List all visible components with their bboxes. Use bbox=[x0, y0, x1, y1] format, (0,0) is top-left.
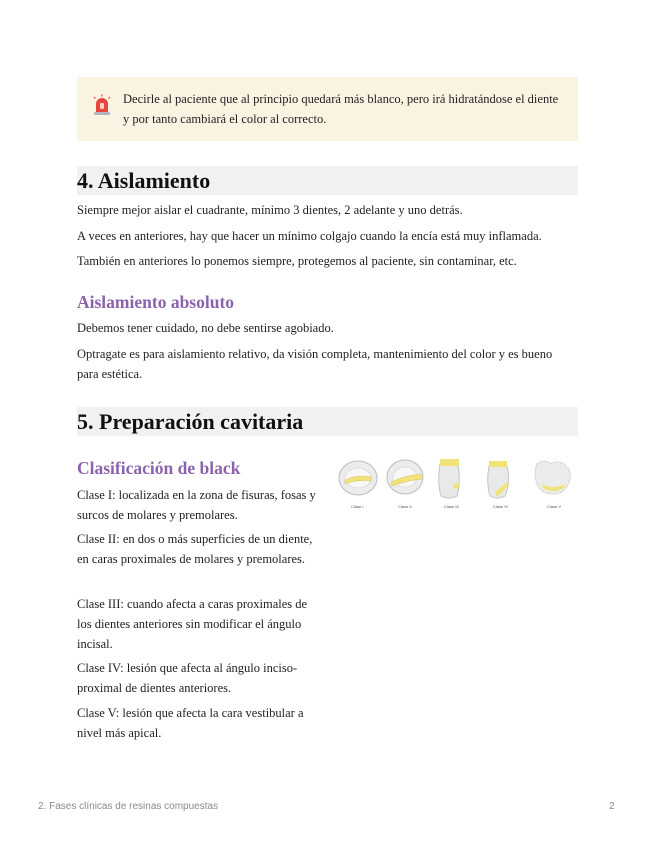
footer-document-title: 2. Fases clínicas de resinas compuestas bbox=[38, 801, 219, 812]
paragraph: A veces en anteriores, hay que hacer un mínimo colgajo cuando la encía está muy inflamada. bbox=[77, 229, 542, 243]
siren-icon bbox=[92, 94, 112, 116]
subheading-aislamiento-absoluto: Aislamiento absoluto bbox=[77, 292, 235, 312]
page-number: 2 bbox=[609, 801, 615, 812]
paragraph: Debemos tener cuidado, no debe sentirse agobiado. bbox=[77, 321, 334, 335]
tooth-clase-1 bbox=[339, 461, 377, 495]
paragraph-clase-3: Clase III: cuando afecta a caras proximales de los dientes anteriores sin modificar el ángulo incisal. bbox=[77, 597, 308, 651]
figure-label-clase-5: Clase V bbox=[547, 504, 562, 509]
figure-label-clase-1: Clase I bbox=[351, 504, 364, 509]
paragraph: Siempre mejor aislar el cuadrante, mínimo 3 dientes, 2 adelante y uno detrás. bbox=[77, 203, 463, 217]
callout-text: Decirle al paciente que al principio quedará más blanco, pero irá hidratándose el diente y por tanto cambiará el color al correcto. bbox=[123, 92, 559, 126]
tooth-clase-3 bbox=[439, 459, 460, 498]
tooth-clase-2 bbox=[387, 460, 423, 494]
section-heading-preparacion-cavitaria: 5. Preparación cavitaria bbox=[77, 407, 578, 436]
paragraph-clase-5: Clase V: lesión que afecta la cara vestibular a nivel más apical. bbox=[77, 706, 304, 740]
paragraph-clase-4: Clase IV: lesión que afecta al ángulo inciso-proximal de dientes anteriores. bbox=[77, 661, 298, 695]
callout-box bbox=[77, 77, 578, 141]
paragraph-clase-2: Clase II: en dos o más superficies de un diente, en caras proximales de molares y premolares. bbox=[77, 532, 313, 566]
paragraph: También en anteriores lo ponemos siempre, protegemos al paciente, sin contaminar, etc. bbox=[77, 254, 517, 268]
tooth-clase-4 bbox=[488, 461, 509, 498]
figure-label-clase-2: Clase II bbox=[398, 504, 412, 509]
figure-label-clase-4: Clase IV bbox=[493, 504, 509, 509]
tooth-clase-5 bbox=[535, 461, 570, 494]
subheading-clasificacion-black: Clasificación de black bbox=[77, 458, 241, 478]
black-classification-figure bbox=[337, 456, 579, 516]
paragraph-clase-1: Clase I: localizada en la zona de fisuras, fosas y surcos de molares y premolares. bbox=[77, 488, 316, 522]
paragraph: Optragate es para aislamiento relativo, da visión completa, mantenimiento del color y es bueno para estética. bbox=[77, 347, 553, 381]
section-heading-aislamiento: 4. Aislamiento bbox=[77, 166, 578, 195]
figure-label-clase-3: Clase III bbox=[444, 504, 459, 509]
